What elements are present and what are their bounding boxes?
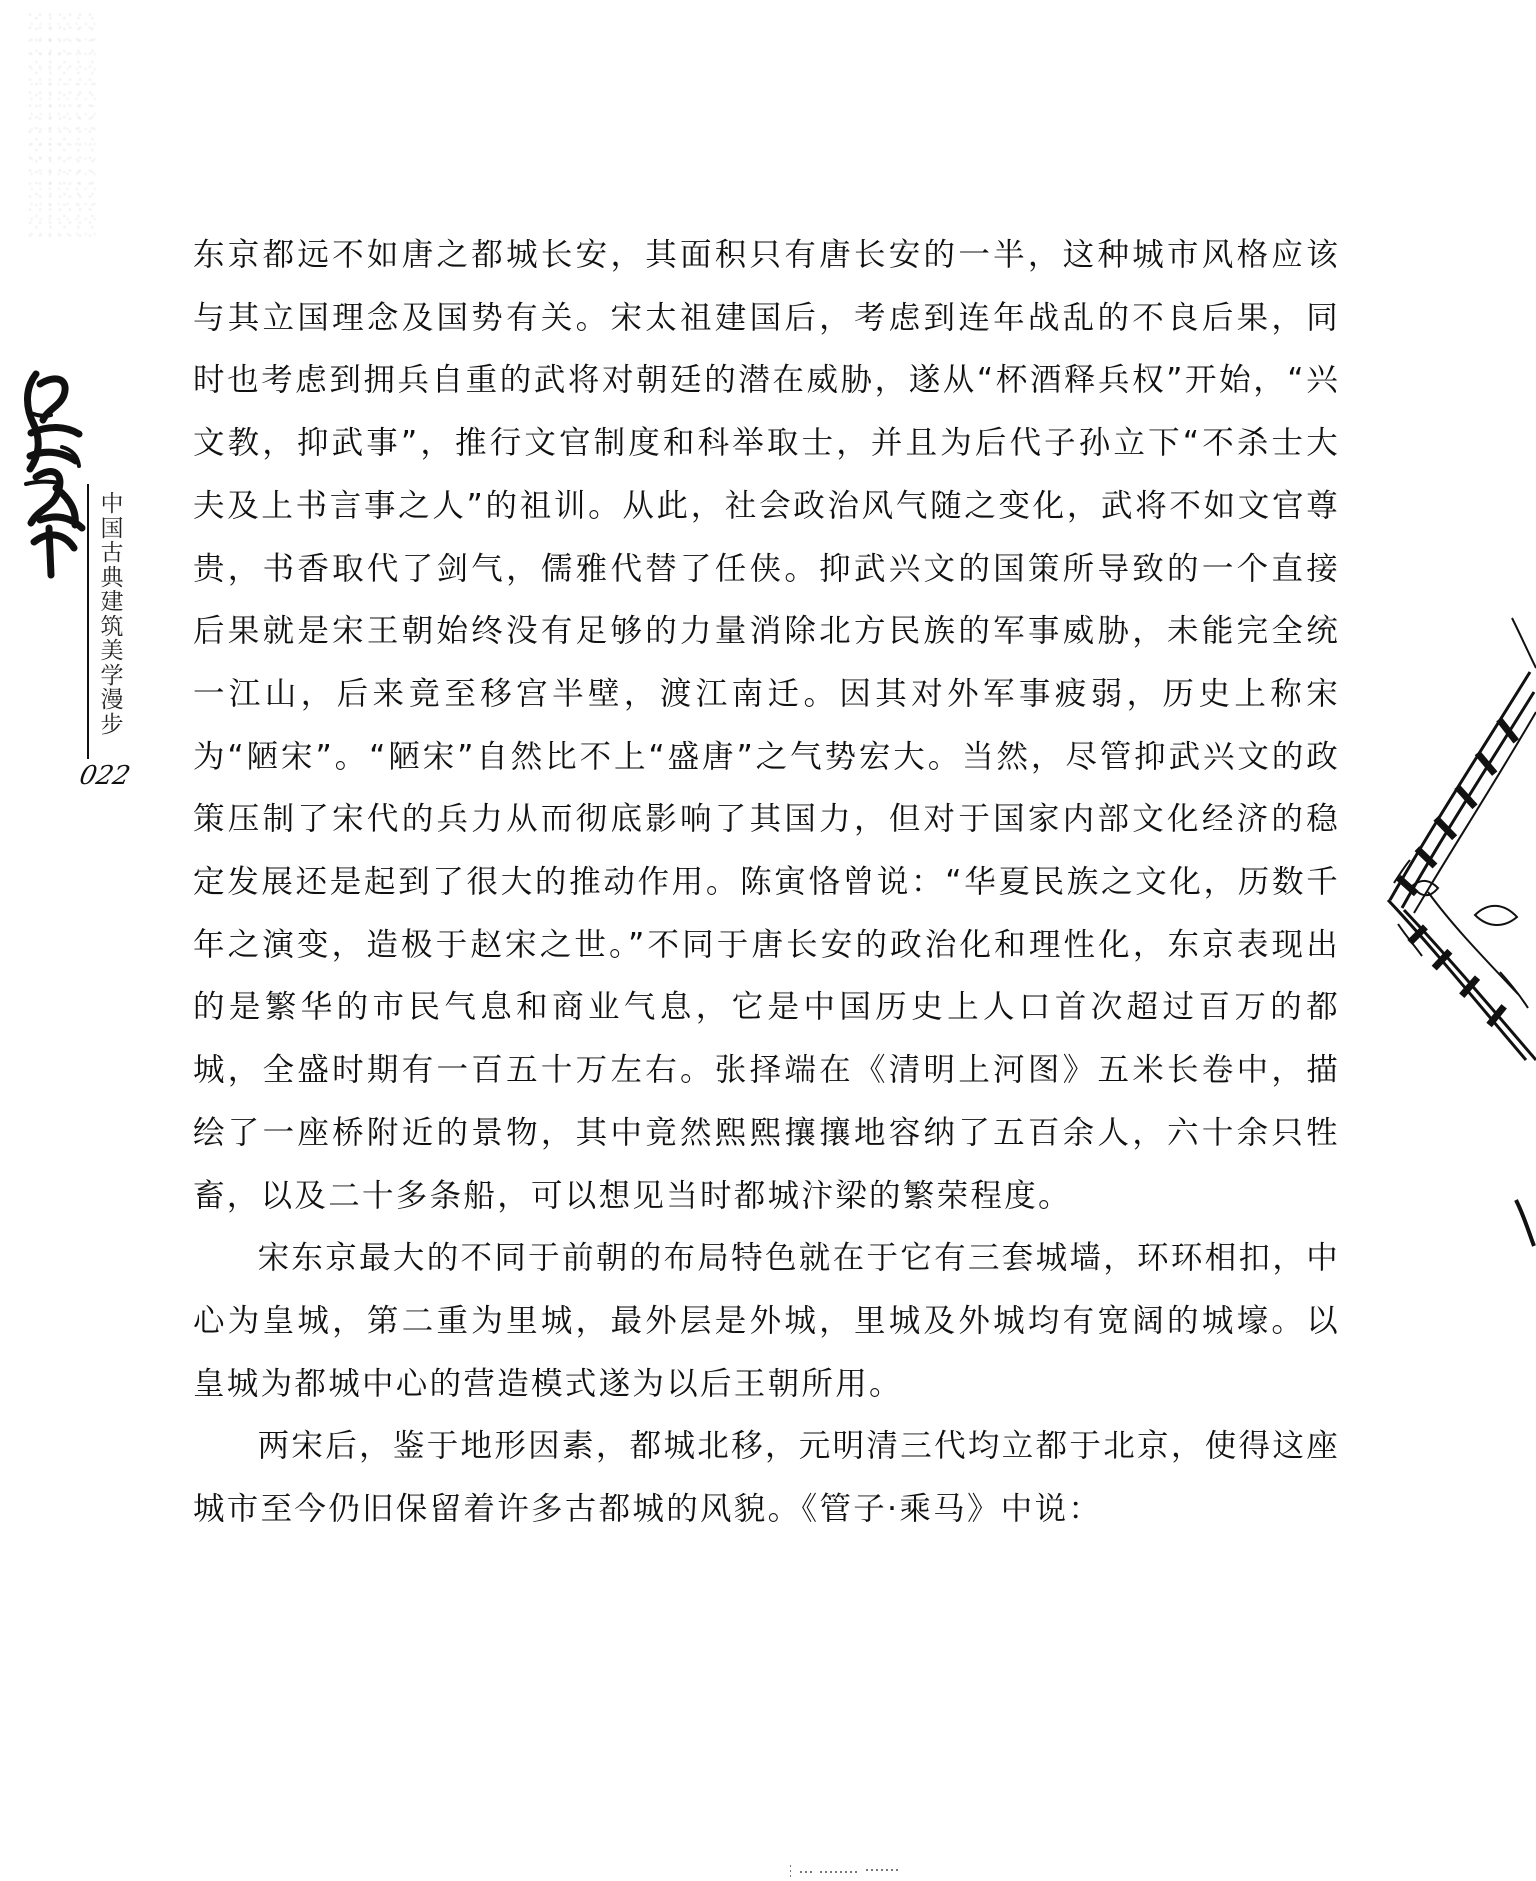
scan-artifact: [790, 1860, 900, 1880]
paragraph-2: 宋东京最大的不同于前朝的布局特色就在于它有三套城墙，环环相扣，中心为皇城，第二重为里城，最外层是外城，里城及外城均有宽阔的城壕。以皇城为都城中心的营造模式遂为以后王朝所用。: [193, 1240, 1340, 1402]
paragraph-1: 东京都远不如唐之都城长安，其面积只有唐长安的一半，这种城市风格应该与其立国理念及国势有关。宋太祖建国后，考虑到连年战乱的不良后果，同时也考虑到拥兵自重的武将对朝廷的潜在威胁，遂从“杯酒释兵权”开始，“兴文教，抑武事”，推行文官制度和科举取士，并且为后代子孙立下“不杀士大夫及上书言事之人”的祖训。从此，社会政治风气随之变化，武将不如文官尊贵，书香取代了剑气，儒雅代替了任侠。抑武兴文的国策所导致的一个直接后果就是宋王朝始终没有足够的力量消除北方民族的军事威胁，未能完全统一江山，后来竟至移宫半壁，渡江南迁。因其对外军事疲弱，历史上称宋为“陋宋”。“陋宋”自然比不上“盛唐”之气势宏大。当然，尽管抑武兴文的政策压制了宋代的兵力从而彻底影响了其国力，但对于国家内部文化经济的稳定发展还是起到了很大的推动作用。陈寅恪曾说：“华夏民族之文化，历数千年之演变，造极于赵宋之世。”不同于唐长安的政治化和理性化，东京表现出的是繁华的市民气息和商业气息，它是中国历史上人口首次超过百万的都城，全盛时期有一百五十万左右。张择端在《清明上河图》五米长卷中，描绘了一座桥附近的景物，其中竟然熙熙攘攘地容纳了五百余人，六十余只牲畜，以及二十多条船，可以想见当时都城汴梁的繁荣程度。: [193, 237, 1340, 1214]
scan-noise: [28, 12, 98, 237]
paragraph-3: 两宋后，鉴于地形因素，都城北移，元明清三代均立都于北京，使得这座城市至今仍旧保留着许多古都城的风貌。《管子·乘马》中说：: [193, 1428, 1340, 1528]
calligraphy-logo: [18, 370, 88, 580]
city-wall-illustration: [1380, 590, 1536, 1310]
side-title: 中国古典建筑美学漫步: [100, 491, 124, 738]
main-text: [193, 224, 1340, 1541]
side-rule: [87, 484, 89, 759]
page-number: 022: [76, 761, 133, 791]
